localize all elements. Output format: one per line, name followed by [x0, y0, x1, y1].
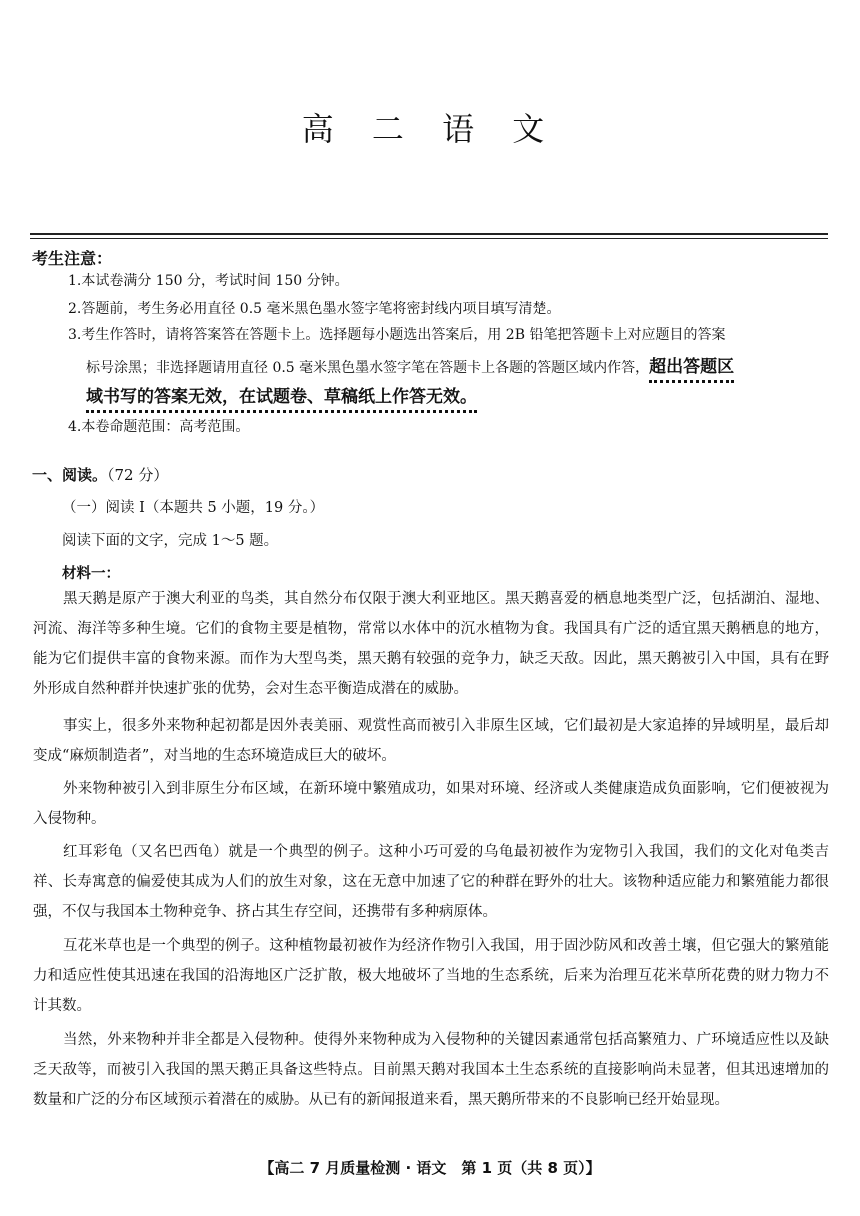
header-rule-thick — [30, 233, 828, 235]
notice-item-3-plain: 标号涂黑；非选择题请用直径 0.5 毫米黑色墨水签字笔在答题卡上各题的答题区域内作答， — [86, 360, 650, 376]
notice-heading: 考生注意： — [32, 249, 113, 268]
instruction-text: 阅读下面的文字，完成 1～5 题。 — [62, 533, 279, 549]
notice-item-4: 4.本卷命题范围：高考范围。 — [68, 419, 250, 435]
header-rule-thin — [30, 238, 828, 239]
section-heading-title: 一、阅读。 — [32, 466, 108, 484]
notice-item-3-emphasis-b: 域书写的答案无效，在试题卷、草稿纸上作答无效。 — [86, 387, 477, 413]
notice-item-3-line1: 3.考生作答时，请将答案答在答题卡上。选择题每小题选出答案后，用 2B 铅笔把答题卡上对应题目的答案 — [68, 327, 726, 343]
notice-item-3-line2 — [86, 352, 734, 377]
page-footer: 【高二 7 月质量检测 · 语文 第 1 页（共 8 页）】 — [259, 1159, 601, 1177]
paragraph-5: 互花米草也是一个典型的例子。这种植物最初被作为经济作物引入我国，用于固沙防风和改善土壤，但它强大的繁殖能力和适应性使其迅速在我国的沿海地区广泛扩散，极大地破坏了当地的生态系统，后来为治理互花米草所花费的财力物力不计其数。 — [33, 938, 829, 1014]
material-label: 材料一： — [62, 566, 120, 582]
paragraph-3: 外来物种被引入到非原生分布区域，在新环境中繁殖成功，如果对环境、经济或人类健康造成负面影响，它们便被视为入侵物种。 — [33, 781, 829, 827]
paragraph-1: 黑天鹅是原产于澳大利亚的鸟类，其自然分布仅限于澳大利亚地区。黑天鹅喜爱的栖息地类型广泛，包括湖泊、湿地、河流、海洋等多种生境。它们的食物主要是植物，常常以水体中的沉水植物为食。我国具有广泛的适宜黑天鹅栖息的地方，能为它们提供丰富的食物来源。而作为大型鸟类，黑天鹅有较强的竞争力，缺乏天敌。因此，黑天鹅被引入中国，具有在野外形成自然种群并快速扩张的优势，会对生态平衡造成潜在的威胁。 — [33, 591, 829, 697]
notice-item-3-emphasis-a: 超出答题区 — [649, 357, 734, 383]
notice-item-2: 2.答题前，考生务必用直径 0.5 毫米黑色墨水签字笔将密封线内项目填写清楚。 — [68, 301, 561, 317]
paragraph-4: 红耳彩龟（又名巴西龟）就是一个典型的例子。这种小巧可爱的乌龟最初被作为宠物引入我国，我们的文化对龟类吉祥、长寿寓意的偏爱使其成为人们的放生对象，这在无意中加速了它的种群在野外的壮大。该物种适应能力和繁殖能力都很强，不仅与我国本土物种竞争、挤占其生存空间，还携带有多种病原体。 — [33, 844, 829, 920]
paragraph-2: 事实上，很多外来物种起初都是因外表美丽、观赏性高而被引入非原生区域，它们最初是大家追捧的异域明星，最后却变成“麻烦制造者”，对当地的生态环境造成巨大的破坏。 — [33, 718, 829, 764]
notice-item-1: 1.本试卷满分 150 分，考试时间 150 分钟。 — [68, 273, 349, 289]
subsection-heading: （一）阅读 Ⅰ（本题共 5 小题，19 分。） — [62, 500, 325, 516]
notice-item-3-line3 — [86, 382, 477, 407]
section-heading-score: （72 分） — [107, 466, 169, 484]
page-title: 高 二 语 文 — [301, 110, 559, 148]
section-heading — [32, 464, 168, 485]
paragraph-6: 当然，外来物种并非全都是入侵物种。使得外来物种成为入侵物种的关键因素通常包括高繁殖力、广环境适应性以及缺乏天敌等，而被引入我国的黑天鹅正具备这些特点。目前黑天鹅对我国本土生态系统的直接影响尚未显著，但其迅速增加的数量和广泛的分布区域预示着潜在的威胁。从已有的新闻报道来看，黑天鹅所带来的不良影响已经开始显现。 — [33, 1032, 829, 1108]
